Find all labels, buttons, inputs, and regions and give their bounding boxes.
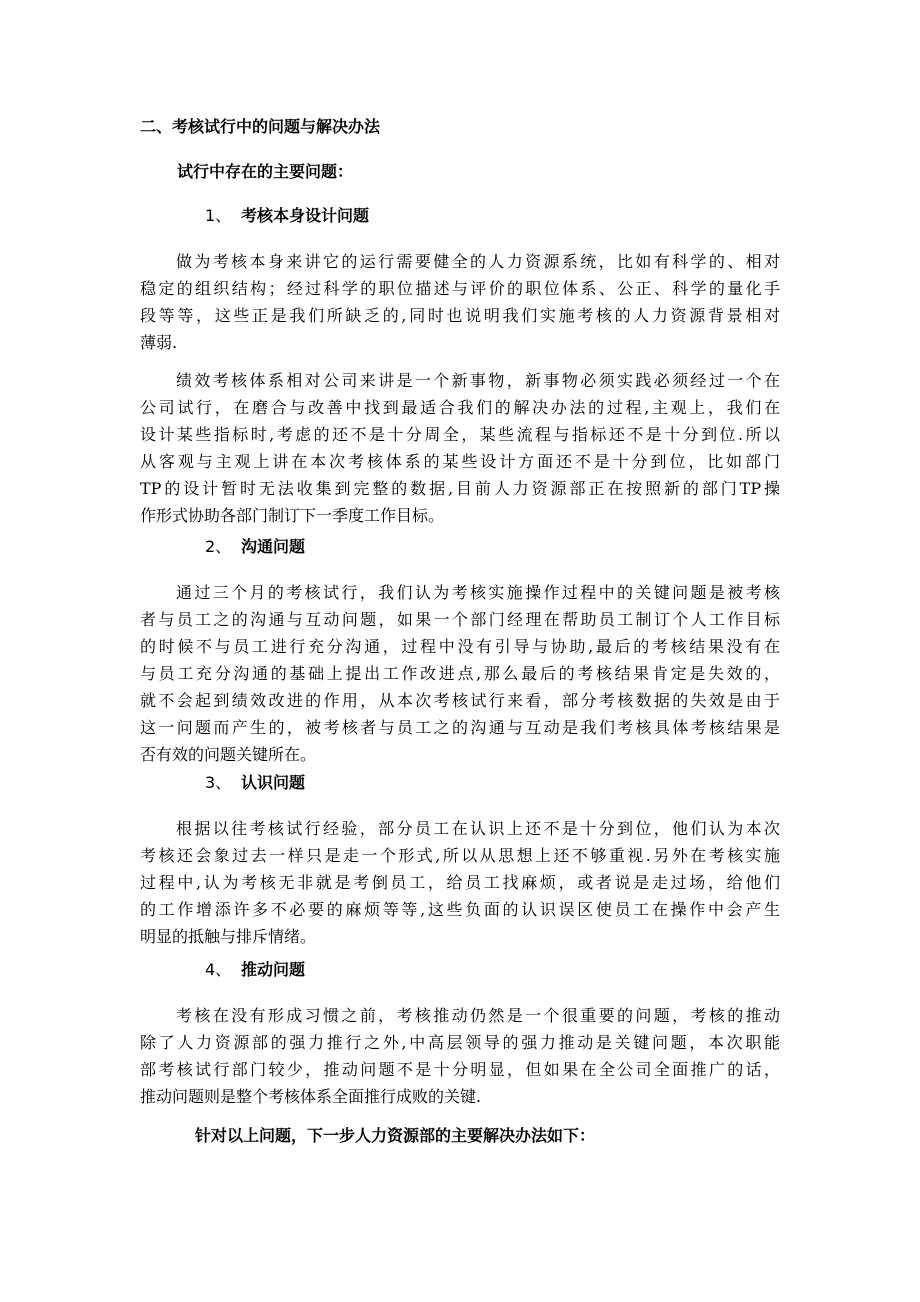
paragraph-line: 部考核试行部门较少，推动问题不是十分明显，但如果在全公司全面推广的话， — [140, 1060, 780, 1079]
item-title: 沟通问题 — [241, 537, 306, 556]
item-number: 2、 — [205, 537, 232, 556]
item-number: 1、 — [205, 206, 232, 225]
paragraph-line: 的工作增添许多不必要的麻烦等等,这些负面的认识误区使员工在操作中会产生 — [140, 900, 780, 919]
section-title: 二、考核试行中的问题与解决办法 — [140, 117, 381, 136]
paragraph — [140, 579, 780, 768]
paragraph-line: 明显的抵触与排斥情绪。 — [140, 927, 317, 946]
paragraph-line: 就不会起到绩效改进的作用，从本次考核试行来看，部分考核数据的失效是由于 — [140, 691, 780, 710]
paragraph — [140, 815, 780, 950]
item-number: 4、 — [205, 960, 232, 979]
paragraph-line: 绩效考核体系相对公司来讲是一个新事物，新事物必须实践必须经过一个在 — [176, 371, 780, 390]
paragraph — [140, 367, 780, 529]
paragraph-line: 做为考核本身来讲它的运行需要健全的人力资源系统，比如有科学的、相对 — [176, 252, 780, 271]
paragraph-line: 推动问题则是整个考核体系全面推行成败的关键. — [140, 1087, 482, 1106]
closing-title: 针对以上问题，下一步人力资源部的主要解决办法如下： — [195, 1126, 596, 1145]
paragraph-line: 否有效的问题关键所在。 — [140, 745, 317, 764]
paragraph-line: 从客观与主观上讲在本次考核体系的某些设计方面还不是十分到位，比如部门 — [140, 452, 780, 471]
paragraph — [140, 1002, 780, 1110]
paragraph-line: 稳定的组织结构；经过科学的职位描述与评价的职位体系、公正、科学的量化手 — [140, 279, 780, 298]
paragraph-line: 段等等，这些正是我们所缺乏的,同时也说明我们实施考核的人力资源背景相对 — [140, 306, 780, 325]
paragraph-line: 考核还会象过去一样只是走一个形式,所以从思想上还不够重视.另外在考核实施 — [140, 846, 780, 865]
subsection-title: 试行中存在的主要问题： — [177, 162, 354, 181]
item-heading-3 — [205, 773, 305, 793]
paragraph-line: 公司试行，在磨合与改善中找到最适合我们的解决办法的过程,主观上，我们在 — [140, 398, 780, 417]
paragraph-line: 者与员工之的沟通与互动问题，如果一个部门经理在帮助员工制订个人工作目标 — [140, 610, 780, 629]
paragraph-line: 考核在没有形成习惯之前，考核推动仍然是一个很重要的问题，考核的推动 — [176, 1006, 780, 1025]
paragraph-line: 作形式协助各部门制订下一季度工作目标。 — [140, 506, 445, 525]
item-heading-4 — [205, 960, 305, 980]
paragraph — [140, 248, 780, 356]
item-number: 3、 — [205, 773, 232, 792]
item-heading-1 — [205, 206, 369, 226]
item-title: 推动问题 — [241, 960, 306, 979]
paragraph-line: 根据以往考核试行经验，部分员工在认识上还不是十分到位，他们认为本次 — [176, 819, 780, 838]
item-title: 认识问题 — [241, 773, 306, 792]
paragraph-line: TP的设计暂时无法收集到完整的数据,目前人力资源部正在按照新的部门TP操 — [140, 479, 780, 498]
paragraph-line: 这一问题而产生的，被考核者与员工之的沟通与互动是我们考核具体考核结果是 — [140, 718, 780, 737]
paragraph-line: 薄弱. — [140, 333, 178, 352]
paragraph-line: 除了人力资源部的强力推行之外,中高层领导的强力推动是关键问题，本次职能 — [140, 1033, 780, 1052]
paragraph-line: 过程中,认为考核无非就是考倒员工，给员工找麻烦，或者说是走过场，给他们 — [140, 873, 780, 892]
paragraph-line: 设计某些指标时,考虑的还不是十分周全，某些流程与指标还不是十分到位.所以 — [140, 425, 780, 444]
paragraph-line: 的时候不与员工进行充分沟通，过程中没有引导与协助,最后的考核结果没有在 — [140, 637, 780, 656]
paragraph-line: 通过三个月的考核试行，我们认为考核实施操作过程中的关键问题是被考核 — [176, 583, 780, 602]
item-title: 考核本身设计问题 — [241, 206, 370, 225]
item-heading-2 — [205, 537, 305, 557]
paragraph-line: 与员工充分沟通的基础上提出工作改进点,那么最后的考核结果肯定是失效的， — [140, 664, 780, 683]
